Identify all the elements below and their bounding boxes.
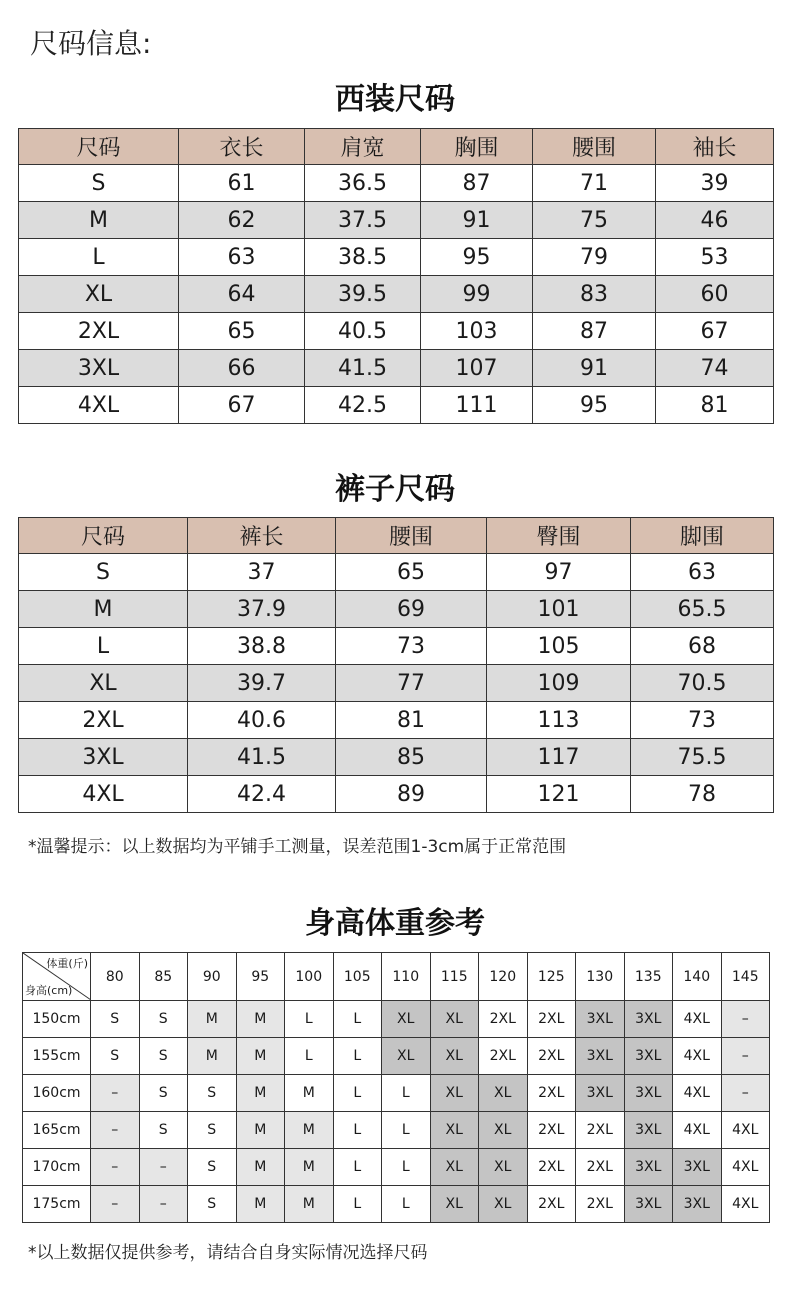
size-cell: L xyxy=(285,1038,334,1075)
size-cell: 4XL xyxy=(673,1038,722,1075)
table-cell: 62 xyxy=(179,202,305,239)
size-cell: S xyxy=(91,1001,140,1038)
table-cell: 89 xyxy=(336,776,487,813)
table-row xyxy=(23,1112,770,1149)
table-cell: 41.5 xyxy=(188,739,336,776)
column-header: 尺码 xyxy=(19,129,179,165)
size-cell: 2XL xyxy=(527,1038,576,1075)
table-cell: 97 xyxy=(487,554,631,591)
size-cell: XL xyxy=(430,1186,479,1223)
weight-header: 85 xyxy=(139,953,188,1001)
column-header: 衣长 xyxy=(179,129,305,165)
reference-note: *以上数据仅提供参考，请结合自身实际情况选择尺码 xyxy=(28,1243,428,1263)
size-cell: M xyxy=(236,1001,285,1038)
size-cell: M xyxy=(236,1075,285,1112)
size-cell: 2XL xyxy=(576,1149,625,1186)
table-cell: 111 xyxy=(421,387,533,424)
column-header: 袖长 xyxy=(656,129,774,165)
table-cell: 81 xyxy=(656,387,774,424)
size-cell: M xyxy=(236,1112,285,1149)
table-cell: 78 xyxy=(631,776,774,813)
size-cell: XL xyxy=(430,1075,479,1112)
table-cell: 121 xyxy=(487,776,631,813)
table-cell: 91 xyxy=(533,350,656,387)
size-cell: S xyxy=(139,1001,188,1038)
column-header: 腰围 xyxy=(533,129,656,165)
size-label: L xyxy=(19,239,179,276)
table-cell: 53 xyxy=(656,239,774,276)
table-cell: 37 xyxy=(188,554,336,591)
pants-size-title: 裤子尺码 xyxy=(335,472,455,507)
height-label: 150cm xyxy=(23,1001,91,1038)
column-header: 脚围 xyxy=(631,518,774,554)
size-cell: 3XL xyxy=(673,1149,722,1186)
size-cell: L xyxy=(333,1075,382,1112)
table-cell: 85 xyxy=(336,739,487,776)
table-cell: 77 xyxy=(336,665,487,702)
size-cell: 3XL xyxy=(624,1149,673,1186)
size-cell: XL xyxy=(479,1112,528,1149)
size-cell: S xyxy=(91,1038,140,1075)
size-cell: 2XL xyxy=(576,1186,625,1223)
table-cell: 73 xyxy=(631,702,774,739)
table-cell: 73 xyxy=(336,628,487,665)
size-cell: – xyxy=(721,1001,770,1038)
table-cell: 41.5 xyxy=(305,350,421,387)
table-cell: 101 xyxy=(487,591,631,628)
height-weight-table xyxy=(22,952,770,1223)
size-cell: S xyxy=(139,1075,188,1112)
size-label: 2XL xyxy=(19,313,179,350)
size-cell: XL xyxy=(479,1186,528,1223)
size-cell: 4XL xyxy=(673,1112,722,1149)
weight-header: 140 xyxy=(673,953,722,1001)
size-cell: M xyxy=(236,1186,285,1223)
height-label: 155cm xyxy=(23,1038,91,1075)
weight-header: 125 xyxy=(527,953,576,1001)
size-cell: 4XL xyxy=(673,1075,722,1112)
size-cell: – xyxy=(721,1038,770,1075)
size-cell: 3XL xyxy=(576,1075,625,1112)
page-heading: 尺码信息: xyxy=(30,27,152,60)
size-cell: XL xyxy=(430,1038,479,1075)
weight-axis-label: 体重(斤) xyxy=(46,957,88,970)
size-cell: L xyxy=(285,1001,334,1038)
size-cell: 4XL xyxy=(673,1001,722,1038)
size-label: 3XL xyxy=(19,739,188,776)
table-row xyxy=(23,1075,770,1112)
size-cell: XL xyxy=(382,1001,431,1038)
table-cell: 63 xyxy=(631,554,774,591)
size-cell: XL xyxy=(430,1149,479,1186)
size-cell: 4XL xyxy=(721,1149,770,1186)
size-cell: 2XL xyxy=(576,1112,625,1149)
size-cell: L xyxy=(333,1149,382,1186)
size-cell: 3XL xyxy=(673,1186,722,1223)
height-axis-label: 身高(cm) xyxy=(25,984,73,997)
size-cell: S xyxy=(188,1149,237,1186)
height-label: 175cm xyxy=(23,1186,91,1223)
table-cell: 68 xyxy=(631,628,774,665)
size-cell: 2XL xyxy=(527,1001,576,1038)
size-cell: 4XL xyxy=(721,1186,770,1223)
table-row xyxy=(23,1001,770,1038)
table-cell: 75.5 xyxy=(631,739,774,776)
table-cell: 39.7 xyxy=(188,665,336,702)
table-cell: 37.5 xyxy=(305,202,421,239)
size-cell: M xyxy=(285,1186,334,1223)
table-row xyxy=(19,165,774,202)
weight-header: 105 xyxy=(333,953,382,1001)
table-cell: 103 xyxy=(421,313,533,350)
table-cell: 42.4 xyxy=(188,776,336,813)
size-cell: M xyxy=(236,1149,285,1186)
size-label: 2XL xyxy=(19,702,188,739)
table-cell: 113 xyxy=(487,702,631,739)
size-cell: L xyxy=(382,1186,431,1223)
table-row xyxy=(19,276,774,313)
size-cell: M xyxy=(188,1038,237,1075)
size-cell: 3XL xyxy=(624,1038,673,1075)
weight-header: 95 xyxy=(236,953,285,1001)
table-cell: 95 xyxy=(533,387,656,424)
size-cell: – xyxy=(91,1112,140,1149)
table-cell: 87 xyxy=(533,313,656,350)
size-cell: M xyxy=(285,1112,334,1149)
weight-header: 120 xyxy=(479,953,528,1001)
height-label: 160cm xyxy=(23,1075,91,1112)
table-cell: 66 xyxy=(179,350,305,387)
table-cell: 117 xyxy=(487,739,631,776)
table-cell: 81 xyxy=(336,702,487,739)
table-cell: 99 xyxy=(421,276,533,313)
size-cell: M xyxy=(285,1149,334,1186)
suit-size-title: 西装尺码 xyxy=(335,82,455,117)
weight-header: 135 xyxy=(624,953,673,1001)
table-cell: 65.5 xyxy=(631,591,774,628)
size-cell: XL xyxy=(430,1001,479,1038)
size-label: 4XL xyxy=(19,776,188,813)
column-header: 尺码 xyxy=(19,518,188,554)
table-row xyxy=(19,702,774,739)
pants-size-table xyxy=(18,517,774,813)
size-cell: 3XL xyxy=(624,1112,673,1149)
table-cell: 79 xyxy=(533,239,656,276)
suit-size-table xyxy=(18,128,774,424)
size-cell: S xyxy=(188,1075,237,1112)
table-cell: 75 xyxy=(533,202,656,239)
table-cell: 71 xyxy=(533,165,656,202)
table-cell: 63 xyxy=(179,239,305,276)
table-cell: 107 xyxy=(421,350,533,387)
size-cell: XL xyxy=(479,1149,528,1186)
size-cell: M xyxy=(285,1075,334,1112)
height-label: 165cm xyxy=(23,1112,91,1149)
size-cell: 3XL xyxy=(624,1186,673,1223)
table-row xyxy=(19,239,774,276)
table-cell: 65 xyxy=(336,554,487,591)
size-cell: 2XL xyxy=(479,1038,528,1075)
size-cell: M xyxy=(236,1038,285,1075)
size-label: XL xyxy=(19,665,188,702)
size-cell: L xyxy=(382,1075,431,1112)
size-cell: L xyxy=(382,1149,431,1186)
weight-header: 145 xyxy=(721,953,770,1001)
column-header: 臀围 xyxy=(487,518,631,554)
size-cell: M xyxy=(188,1001,237,1038)
size-cell: S xyxy=(139,1038,188,1075)
size-cell: L xyxy=(333,1186,382,1223)
size-cell: S xyxy=(188,1186,237,1223)
size-cell: 2XL xyxy=(527,1112,576,1149)
table-cell: 61 xyxy=(179,165,305,202)
table-cell: 83 xyxy=(533,276,656,313)
size-cell: – xyxy=(91,1075,140,1112)
table-cell: 40.6 xyxy=(188,702,336,739)
table-cell: 109 xyxy=(487,665,631,702)
table-cell: 37.9 xyxy=(188,591,336,628)
column-header: 裤长 xyxy=(188,518,336,554)
height-label: 170cm xyxy=(23,1149,91,1186)
size-cell: L xyxy=(333,1038,382,1075)
table-cell: 87 xyxy=(421,165,533,202)
corner-cell xyxy=(23,953,91,1001)
table-cell: 39 xyxy=(656,165,774,202)
table-row xyxy=(19,776,774,813)
size-cell: L xyxy=(333,1112,382,1149)
size-label: M xyxy=(19,591,188,628)
table-row xyxy=(19,387,774,424)
table-row xyxy=(19,313,774,350)
reference-title: 身高体重参考 xyxy=(305,906,485,941)
size-cell: 3XL xyxy=(624,1075,673,1112)
size-cell: 4XL xyxy=(721,1112,770,1149)
size-label: M xyxy=(19,202,179,239)
size-cell: 3XL xyxy=(576,1038,625,1075)
table-cell: 39.5 xyxy=(305,276,421,313)
size-cell: 3XL xyxy=(624,1001,673,1038)
size-cell: L xyxy=(382,1112,431,1149)
size-cell: 3XL xyxy=(576,1001,625,1038)
size-cell: L xyxy=(333,1001,382,1038)
table-cell: 42.5 xyxy=(305,387,421,424)
table-row xyxy=(19,628,774,665)
size-cell: S xyxy=(139,1112,188,1149)
weight-header: 80 xyxy=(91,953,140,1001)
size-cell: S xyxy=(188,1112,237,1149)
table-row xyxy=(23,1149,770,1186)
size-cell: XL xyxy=(430,1112,479,1149)
weight-header: 130 xyxy=(576,953,625,1001)
size-label: 3XL xyxy=(19,350,179,387)
table-cell: 36.5 xyxy=(305,165,421,202)
column-header: 腰围 xyxy=(336,518,487,554)
table-cell: 105 xyxy=(487,628,631,665)
table-cell: 38.8 xyxy=(188,628,336,665)
table-row xyxy=(19,350,774,387)
column-header: 胸围 xyxy=(421,129,533,165)
size-cell: XL xyxy=(479,1075,528,1112)
table-row xyxy=(19,554,774,591)
size-label: S xyxy=(19,554,188,591)
measurement-note: *温馨提示：以上数据均为平铺手工测量，误差范围1-3cm属于正常范围 xyxy=(28,837,567,857)
table-cell: 46 xyxy=(656,202,774,239)
table-row xyxy=(23,1186,770,1223)
size-label: L xyxy=(19,628,188,665)
table-cell: 40.5 xyxy=(305,313,421,350)
table-row xyxy=(19,202,774,239)
table-cell: 69 xyxy=(336,591,487,628)
size-cell: 2XL xyxy=(527,1186,576,1223)
size-label: 4XL xyxy=(19,387,179,424)
size-cell: – xyxy=(91,1149,140,1186)
size-label: XL xyxy=(19,276,179,313)
size-cell: – xyxy=(721,1075,770,1112)
table-cell: 70.5 xyxy=(631,665,774,702)
size-cell: 2XL xyxy=(527,1149,576,1186)
table-cell: 91 xyxy=(421,202,533,239)
weight-header: 100 xyxy=(285,953,334,1001)
table-cell: 67 xyxy=(656,313,774,350)
table-cell: 74 xyxy=(656,350,774,387)
table-cell: 67 xyxy=(179,387,305,424)
table-cell: 60 xyxy=(656,276,774,313)
size-cell: – xyxy=(139,1186,188,1223)
table-cell: 64 xyxy=(179,276,305,313)
column-header: 肩宽 xyxy=(305,129,421,165)
size-cell: 2XL xyxy=(479,1001,528,1038)
weight-header: 90 xyxy=(188,953,237,1001)
table-cell: 65 xyxy=(179,313,305,350)
table-row xyxy=(23,1038,770,1075)
table-row xyxy=(19,665,774,702)
size-cell: 2XL xyxy=(527,1075,576,1112)
size-label: S xyxy=(19,165,179,202)
table-cell: 38.5 xyxy=(305,239,421,276)
size-cell: – xyxy=(139,1149,188,1186)
size-cell: – xyxy=(91,1186,140,1223)
table-row xyxy=(19,739,774,776)
table-row xyxy=(19,591,774,628)
table-cell: 95 xyxy=(421,239,533,276)
size-cell: XL xyxy=(382,1038,431,1075)
weight-header: 110 xyxy=(382,953,431,1001)
weight-header: 115 xyxy=(430,953,479,1001)
